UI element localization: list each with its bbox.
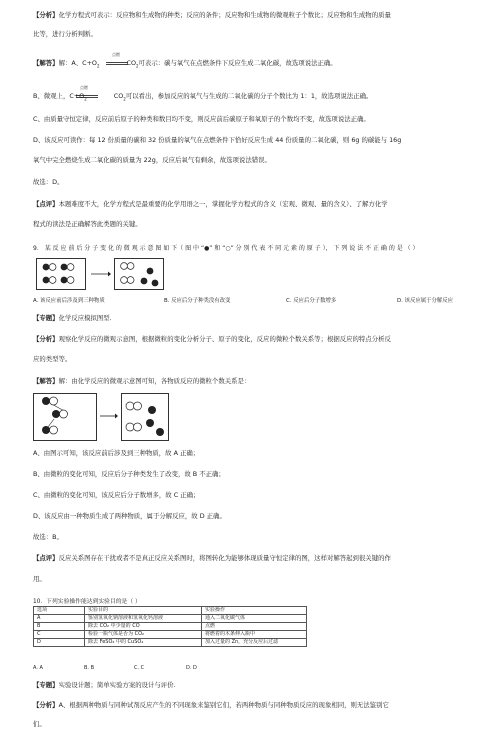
- analysis-line-1: 【分析】化学方程式可表示：反应物和生成物的种类；反应的条件；反应物和生成物的微观粒子个数比；反应物和生成物的质量: [33, 11, 391, 19]
- eq2-condition: 点燃: [80, 85, 88, 90]
- comment2-line-2: 用。: [33, 575, 46, 583]
- reaction-arrow: [90, 270, 112, 278]
- analysis9-line-1: 【分析】观察化学反应的微观示意图，根据微粒的变化分析分子、原子的变化，反应的微粒个数关系等；根据反应的特点分析反: [33, 335, 391, 343]
- table-header: 实验目的: [85, 607, 202, 615]
- q10-option-b[interactable]: B. B: [84, 665, 95, 671]
- q10-option-c[interactable]: C. C: [134, 665, 145, 671]
- table-row: [34, 639, 307, 647]
- comment2-line-1: 【点评】反应关系图存在干扰或者不是真正反应关系图时，将图转化为能够体现质量守恒定律的图，这样对解答起到很关键的作: [33, 554, 391, 562]
- answer-reaction-arrow: [99, 412, 119, 420]
- table-cell: 鉴别氢氧化钠溶液和氢氧化钙溶液: [85, 615, 202, 623]
- table-cell: 通入二氧化碳气体: [202, 615, 307, 623]
- answer-d-2: 氧气中完全燃烧生成二氧化碳的质量为 22g，反应后氧气有剩余，故选项说法错误。: [33, 156, 271, 164]
- question-10: 10．下列实验操作能达到实验目的是（ ）: [33, 599, 141, 605]
- answer9-option-b: B、由微粒的变化可知，反应后分子种类发生了改变，故 B 不正确；: [33, 470, 225, 478]
- analysis9-line-2: 应的类型等。: [33, 355, 72, 363]
- table-cell: 将燃着的木条伸入瓶中: [202, 631, 307, 639]
- table-row: [34, 615, 307, 623]
- table-header: 选项: [34, 607, 85, 615]
- comment1-line-1: 【点评】本题难度不大，化学方程式是最重要的化学用语之一，掌握化学方程式的含义（宏观、微观、量的含义）、了解方化学: [33, 200, 388, 208]
- answer-reactant-box: [33, 393, 97, 441]
- topic-10: 【专题】实验设计题；简单实验方案的设计与评价.: [33, 681, 176, 689]
- table-cell: D: [34, 639, 85, 647]
- q10-option-d[interactable]: D. D: [186, 665, 197, 671]
- table-row: [34, 623, 307, 631]
- q10-table: [33, 606, 307, 647]
- analysis10-line-2: 们。: [33, 720, 46, 728]
- comment1-line-2: 程式的读法是正确解答此类题的关键。: [33, 220, 142, 228]
- answer9-line: 【解答】解：由化学反应的微观示意图可知，各物质反应的微粒个数关系是：: [33, 377, 251, 385]
- answer-d-1: D、该反应可读作：每 12 份质量的碳和 32 份质量的氧气在点燃条件下恰好反应生成 44 份质量的二氧化碳，则 6g 的碳能与 16g: [33, 136, 402, 144]
- table-cell: 点燃: [202, 623, 307, 631]
- answer-a: 【解答】解：A、$C+O_2$ $CO_2$可表示：碳与氧气在点燃条件下反应生成二氧化碳，故选项说法正确。: [33, 59, 337, 69]
- q9-option-c[interactable]: C. 反应后分子数增多: [286, 298, 337, 304]
- product-box: [114, 258, 164, 290]
- q9-option-a[interactable]: A. 该反应前后涉及到三种物质: [33, 298, 105, 304]
- table-cell: 除去 CO₂ 中少量的 CO: [85, 623, 202, 631]
- table-cell: 除去 FeSO₄ 中的 CuSO₄: [85, 639, 202, 647]
- answer-product-box: [121, 393, 169, 441]
- answer9-option-a: A、由图示可知，该反应前后涉及到三种物质，故 A 正确；: [33, 449, 200, 457]
- question-9: 9． 某 反 应 前 后 分 子 变 化 的 微 观 示 意 图 如 下（ 图 中 “●” 和 “○” 分 别 代 表 不 同 元 素 的 原 子 ）， 下 列 说 法 不 正 确 的 是 （ ）: [33, 245, 419, 252]
- table-header: 实验操作: [202, 607, 307, 615]
- answer-c: C、由质量守恒定律，反应前后原子的种类和数目均不变，则反应前后碳原子和氧原子的个数均不变，故选项说法正确。: [33, 115, 370, 123]
- table-cell: 检验一瓶气体是否为 CO₂: [85, 631, 202, 639]
- analysis-line-2: 比等，进行分析判断。: [33, 30, 97, 38]
- answer-choice-2: 故选：B。: [33, 533, 63, 541]
- answer9-option-d: D、该反应由一种物质生成了两种物质，属于分解反应，故 D 正确。: [33, 512, 226, 520]
- table-cell: C: [34, 631, 85, 639]
- table-row: [34, 631, 307, 639]
- topic-9: 【专题】化学反应模拟图型.: [33, 314, 112, 322]
- eq1-condition: 点燃: [112, 52, 120, 57]
- table-cell: 加入过量的 Zn，充分反应后过滤: [202, 639, 307, 647]
- table-cell: B: [34, 623, 85, 631]
- q10-option-a[interactable]: A. A: [33, 665, 43, 671]
- answer-b: B、微观上，$C+O_2$ $CO_2$可以看出，参加反应的氧气与生成的二氧化碳的分子个数比为 1：1，故选项说法正确。: [33, 92, 373, 102]
- reactant-box: [36, 258, 86, 290]
- table-header-row: [34, 607, 307, 615]
- analysis10-line-1: 【分析】A、根据两种物质与同种试剂反应产生的不同现象来鉴别它们，若两种物质与同种物质反应的现象相同，则无法鉴别它: [33, 701, 389, 709]
- answer9-option-c: C、由微粒的变化可知，该反应后分子数增多，故 C 正确；: [33, 491, 200, 499]
- q9-option-b[interactable]: B. 反应后分子种类没有改变: [164, 298, 231, 304]
- table-cell: A: [34, 615, 85, 623]
- q9-option-d[interactable]: D. 该反应属于分解反应: [397, 298, 454, 304]
- answer-choice-1: 故选：D。: [33, 178, 64, 186]
